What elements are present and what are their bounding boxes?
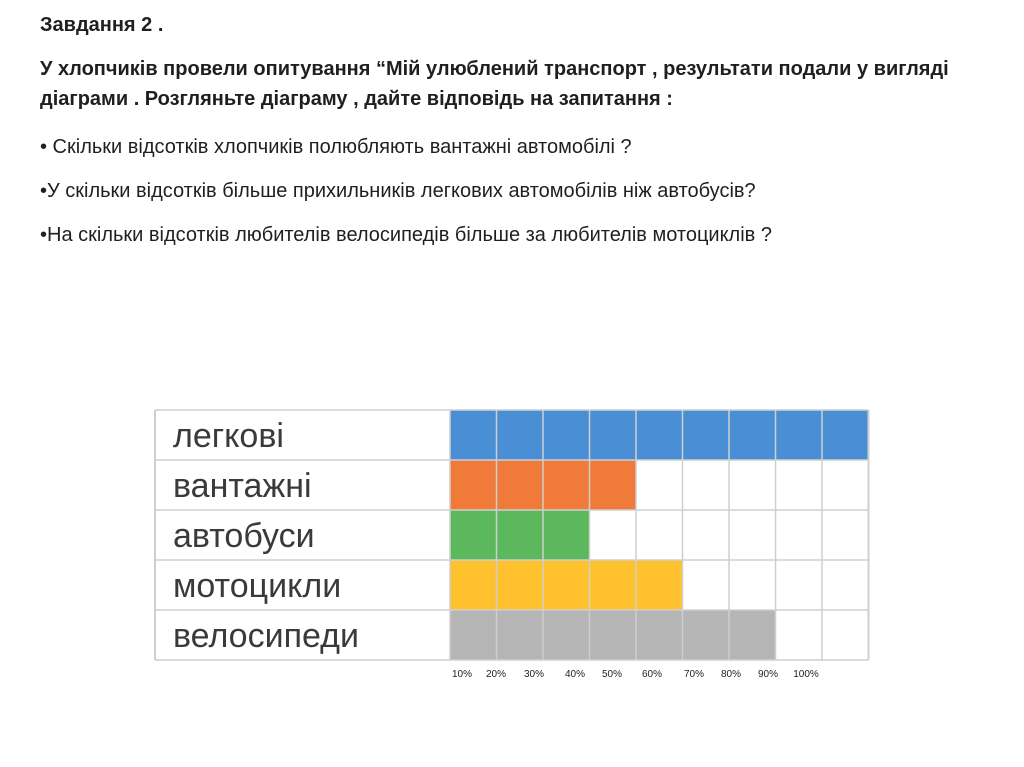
- x-tick-label: 20%: [485, 669, 507, 680]
- row-label-мотоцикли: мотоцикли: [173, 567, 342, 605]
- task-text: [40, 10, 1010, 250]
- bar-cell-велосипеди: [497, 610, 544, 660]
- bar-cell-легкові: [822, 410, 869, 460]
- bar-cell-мотоцикли: [497, 560, 544, 610]
- bar-cell-легкові: [776, 410, 823, 460]
- row-label-велосипеди: велосипеди: [173, 617, 359, 655]
- bar-cell-легкові: [683, 410, 730, 460]
- x-tick-label: 90%: [757, 669, 779, 680]
- bar-cell-мотоцикли: [636, 560, 683, 610]
- bar-cell-вантажні: [450, 460, 497, 510]
- bar-cell-вантажні: [590, 460, 637, 510]
- bar-cell-мотоцикли: [450, 560, 497, 610]
- task-title: Завдання 2 .: [40, 14, 164, 36]
- x-tick-label: 10%: [451, 669, 473, 680]
- bar-cell-велосипеди: [683, 610, 730, 660]
- row-label-вантажні: вантажні: [173, 467, 312, 505]
- x-tick-label: 40%: [564, 669, 586, 680]
- bar-cell-велосипеди: [543, 610, 590, 660]
- row-label-автобуси: автобуси: [173, 517, 315, 555]
- bar-cell-легкові: [543, 410, 590, 460]
- bar-cell-мотоцикли: [543, 560, 590, 610]
- bar-cell-вантажні: [497, 460, 544, 510]
- question-3: •На скільки відсотків любителів велосипедів більше за любителів мотоциклів ?: [40, 224, 772, 246]
- bar-cell-легкові: [450, 410, 497, 460]
- bar-cell-легкові: [636, 410, 683, 460]
- x-tick-label: 70%: [683, 669, 705, 680]
- bar-cell-легкові: [590, 410, 637, 460]
- bar-cell-велосипеди: [636, 610, 683, 660]
- row-label-легкові: легкові: [173, 417, 284, 455]
- bar-cell-легкові: [729, 410, 776, 460]
- question-2: •У скільки відсотків більше прихильників легкових автомобілів ніж автобусів?: [40, 180, 756, 202]
- x-tick-label: 80%: [720, 669, 742, 680]
- x-tick-label: 30%: [523, 669, 545, 680]
- x-tick-label: 60%: [641, 669, 663, 680]
- x-tick-label: 50%: [601, 669, 623, 680]
- x-tick-label: 100%: [793, 669, 819, 680]
- bar-cell-легкові: [497, 410, 544, 460]
- bar-cell-автобуси: [543, 510, 590, 560]
- bar-cell-вантажні: [543, 460, 590, 510]
- question-1: • Скільки відсотків хлопчиків полюбляють вантажні автомобілі ?: [40, 136, 632, 158]
- bar-cell-автобуси: [450, 510, 497, 560]
- bar-cell-велосипеди: [590, 610, 637, 660]
- bar-cell-велосипеди: [450, 610, 497, 660]
- task-intro: У хлопчиків провели опитування “Мій улюблений транспорт , результати подали у вигляді діаграми . Розгляньте діаграму , дайте відповідь на запитання :: [40, 58, 949, 110]
- chart-svg: [155, 410, 870, 680]
- transport-chart: [155, 410, 870, 680]
- bar-cell-мотоцикли: [590, 560, 637, 610]
- bar-cell-велосипеди: [729, 610, 776, 660]
- bar-cell-автобуси: [497, 510, 544, 560]
